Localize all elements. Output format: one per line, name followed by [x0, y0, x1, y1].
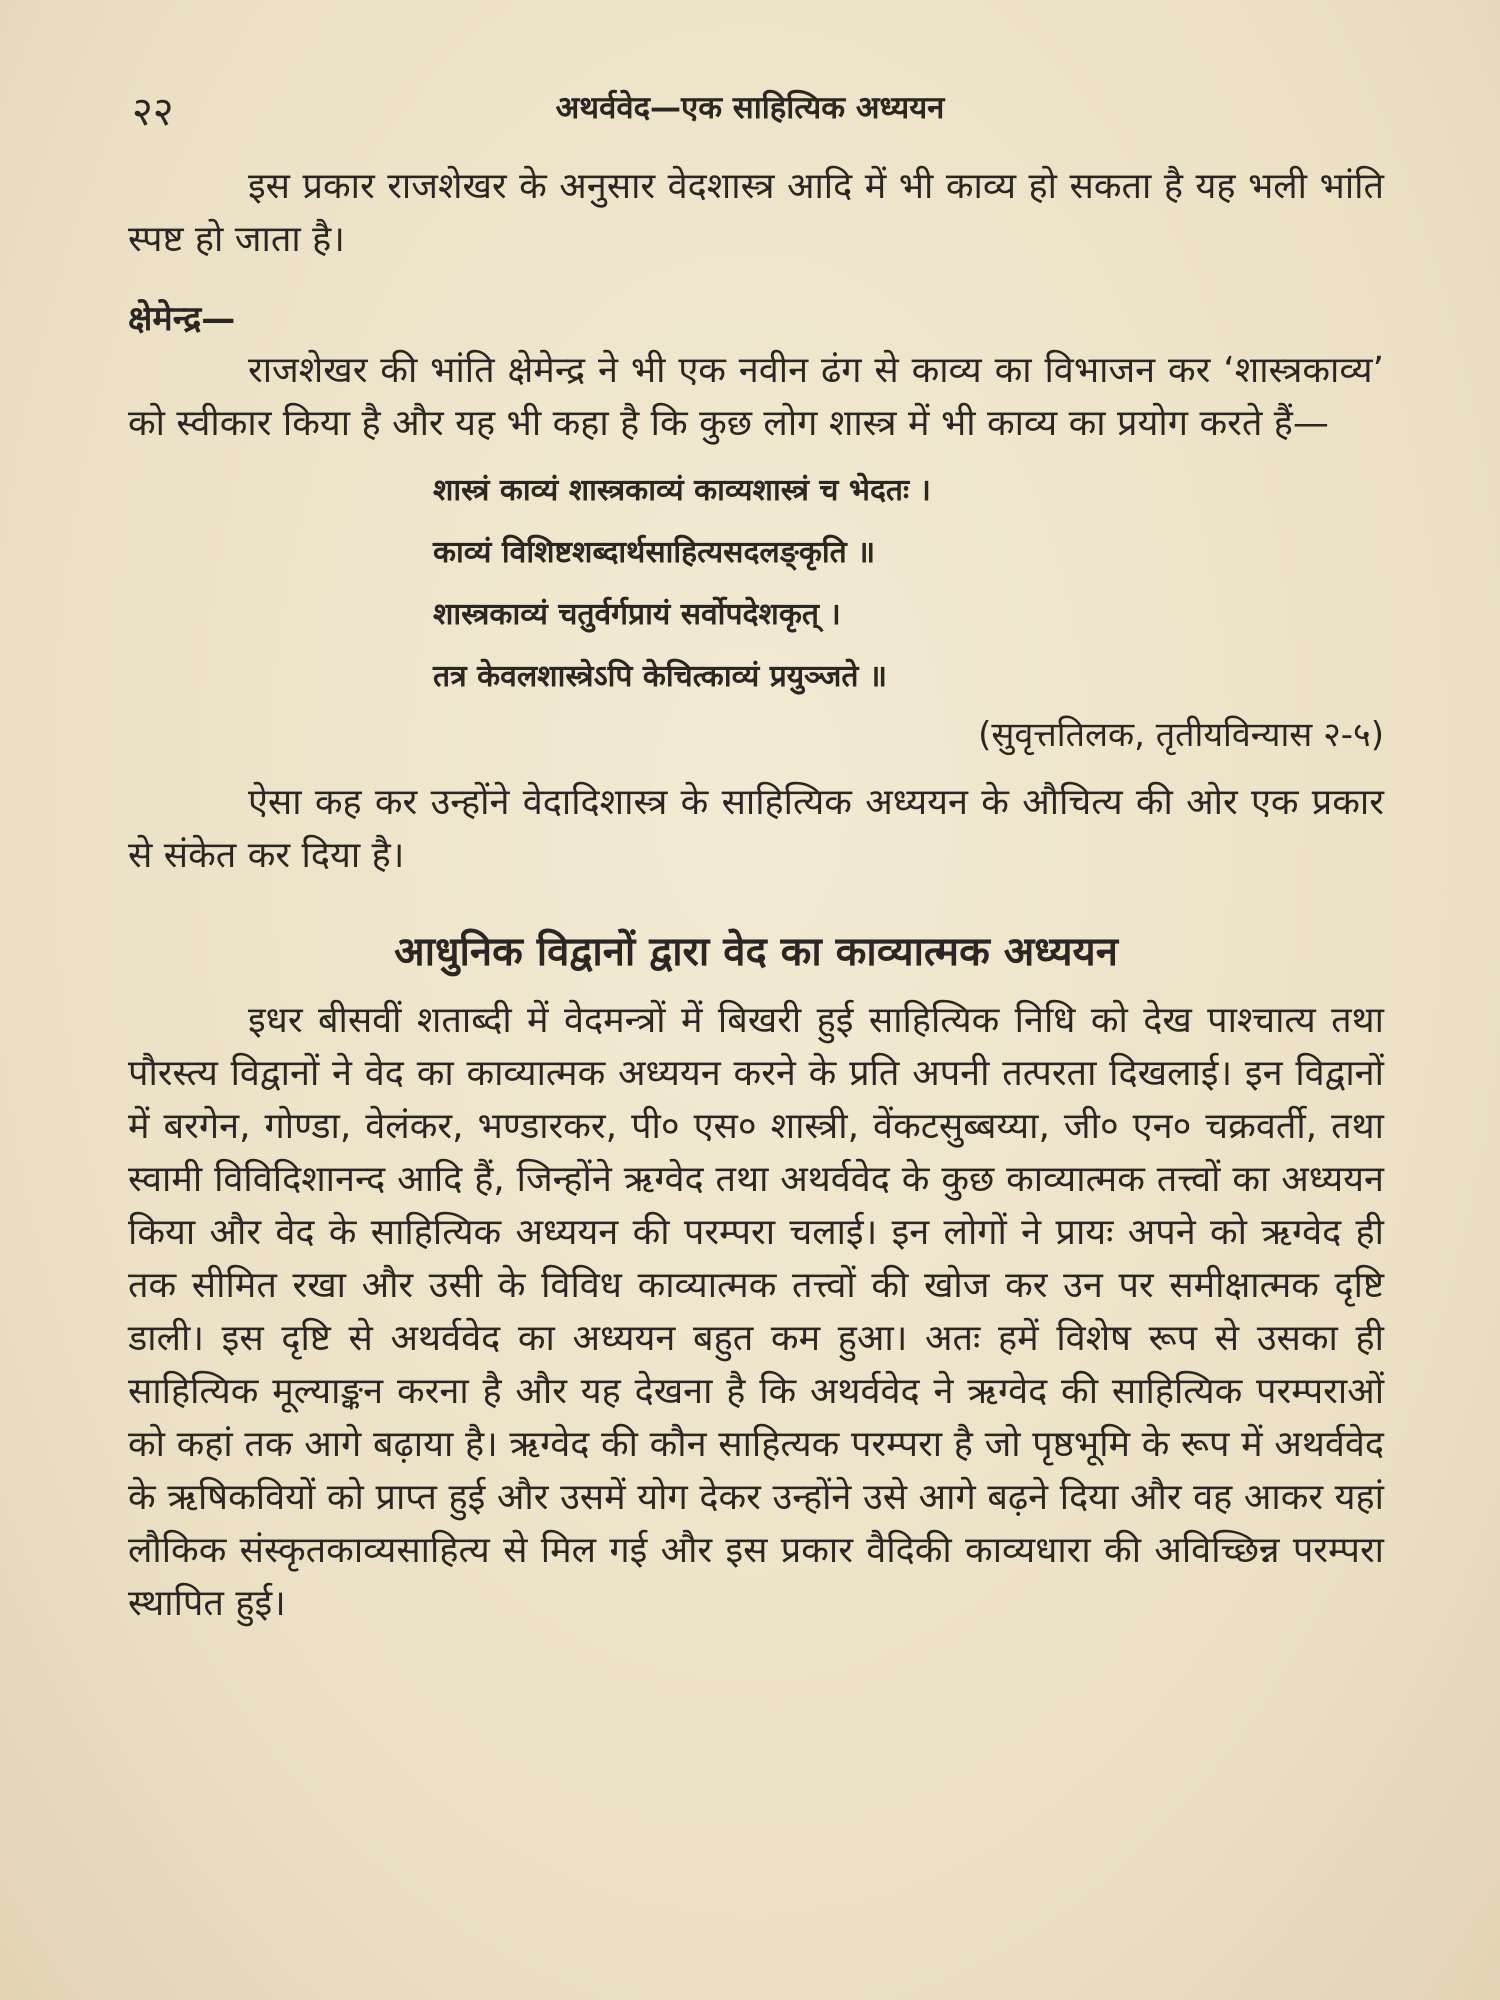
verse-line: शास्त्रं काव्यं शास्त्रकाव्यं काव्यशास्त्रं च भेदतः । [433, 473, 931, 508]
page-number: २२ [132, 89, 174, 135]
page-content [128, 160, 1384, 1630]
verse-line: शास्त्रकाव्यं चतुर्वर्गप्रायं सर्वोपदेशकृत् । [433, 597, 841, 632]
section-heading-modern-scholars: आधुनिक विद्वानों द्वारा वेद का काव्यात्मक अध्ययन [394, 929, 1118, 975]
verse-line: तत्र केवलशास्त्रेऽपि केचित्काव्यं प्रयुञ्जते ॥ [433, 659, 887, 694]
verse-line: काव्यं विशिष्टशब्दार्थसाहित्यसदलङ्कृति ॥ [433, 535, 876, 570]
kshemendra-conclusion-paragraph: ऐसा कह कर उन्होंने वेदादिशास्त्र के साहित्यिक अध्ययन के औचित्य की ओर एक प्रकार से संकेत कर दिया है। [128, 782, 1384, 876]
sanskrit-verse [433, 460, 1384, 708]
running-title: अथर्ववेद—एक साहित्यिक अध्ययन [555, 90, 945, 126]
intro-paragraph: इस प्रकार राजशेखर के अनुसार वेदशास्त्र आदि में भी काव्य हो सकता है यह भली भांति स्पष्ट हो जाता है। [128, 166, 1384, 260]
modern-scholars-paragraph: इधर बीसवीं शताब्दी में वेदमन्त्रों में बिखरी हुई साहित्यिक निधि को देख पाश्चात्य तथा पौरस्त्य विद्वानों ने वेद का काव्यात्मक अध्ययन करने के प्रति अपनी तत्परता दिखलाई। इन विद्वानों में बरगेन, गोण्डा, वेलंकर, भण्डारकर, पी० एस० शास्त्री, वेंकटसुब्बय्या, जी० एन० चक्रवर्ती, तथा स्वामी विविदिशानन्द आदि हैं, जिन्होंने ऋग्वेद तथा अथर्ववेद के कुछ काव्यात्मक तत्त्वों का अध्ययन किया और वेद के साहित्यिक अध्ययन की परम्परा चलाई। इन लोगों ने प्रायः अपने को ऋग्वेद ही तक सीमित रखा और उसी के विविध काव्यात्मक तत्त्वों की खोज कर उन पर समीक्षात्मक दृष्टि डाली। इस दृष्टि से अथर्ववेद का अध्ययन बहुत कम हुआ। अतः हमें विशेष रूप से उसका ही साहित्यिक मूल्याङ्कन करना है और यह देखना है कि अथर्ववेद ने ऋग्वेद की साहित्यिक परम्पराओं को कहां तक आगे बढ़ाया है। ऋग्वेद की कौन साहित्यक परम्परा है जो पृष्ठभूमि के रूप में अथर्ववेद के ऋषिकवियों को प्राप्त हुई और उसमें योग देकर उन्होंने उसे आगे बढ़ने दिया और वह आकर यहां लौकिक संस्कृतकाव्यसाहित्य से मिल गई और इस प्रकार वैदिकी काव्यधारा की अविच्छिन्न परम्परा स्थापित हुई। [128, 1000, 1384, 1624]
verse-citation: (सुवृत्ततिलक, तृतीयविन्यास २-५) [978, 715, 1384, 755]
page-header [0, 82, 1500, 135]
kshemendra-paragraph: राजशेखर की भांति क्षेमेन्द्र ने भी एक नवीन ढंग से काव्य का विभाजन कर ‘शास्त्रकाव्य’ को स्वीकार किया है और यह भी कहा है कि कुछ लोग शास्त्र में भी काव्य का प्रयोग करते हैं— [128, 350, 1384, 444]
section-heading-kshemendra: क्षेमेन्द्र— [128, 299, 236, 339]
